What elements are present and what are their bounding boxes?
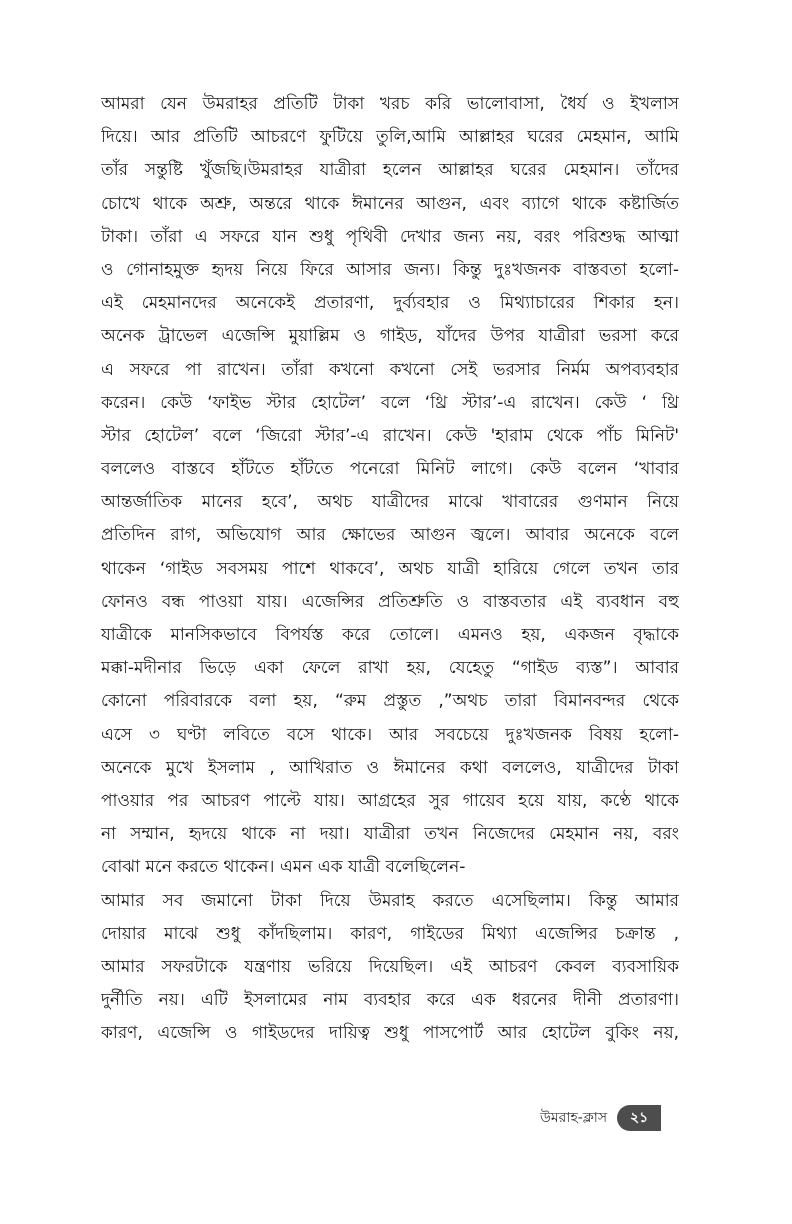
- text-line: স্টার হোটেল’ বলে ‘জিরো স্টার’-এ রাখেন। কেউ 'হারাম থেকে পাঁচ মিনিট': [101, 425, 679, 446]
- text-line: এ সফরে পা রাখেন। তাঁরা কখনো কখনো সেই ভরসার নির্মম অপব্যবহার: [101, 359, 679, 380]
- text-line: বললেও বাস্তবে হাঁটতে হাঁটতে পনেরো মিনিট লাগে। কেউ বলেন ‘খাবার: [101, 459, 679, 480]
- text-line: থাকেন ‘গাইড সবসময় পাশে থাকবে’, অথচ যাত্রী হারিয়ে গেলে তখন তার: [101, 558, 679, 579]
- text-line: না সম্মান, হৃদয়ে থাকে না দয়া। যাত্রীরা তখন নিজেদের মেহমান নয়, বরং: [101, 824, 679, 845]
- text-line: আন্তর্জাতিক মানের হবে’, অথচ যাত্রীদের মাঝে খাবারের গুণমান নিয়ে: [101, 492, 679, 513]
- text-line: অনেকে মুখে ইসলাম , আখিরাত ও ঈমানের কথা বললেও, যাত্রীদের টাকা: [101, 757, 679, 778]
- text-line: ও গোনাহমুক্ত হৃদয় নিয়ে ফিরে আসার জন্য। কিন্তু দুঃখজনক বাস্তবতা হলো-: [101, 259, 679, 280]
- text-line: বোঝা মনে করতে থাকেন। এমন এক যাত্রী বলেছিলেন-: [101, 857, 466, 878]
- text-line: আমার সফরটাকে যন্ত্রণায় ভরিয়ে দিয়েছিল। এই আচরণ কেবল ব্যবসায়িক: [101, 956, 679, 977]
- page-body: [101, 88, 679, 1050]
- text-line: দিয়ে। আর প্রতিটি আচরণে ফুটিয়ে তুলি,আমি আল্লাহর ঘরের মেহমান, আমি: [101, 127, 679, 148]
- text-line: চোখে থাকে অশ্রু, অন্তরে থাকে ঈমানের আগুন, এবং ব্যাগে থাকে কষ্টার্জিত: [101, 193, 679, 214]
- text-line: এই মেহমানদের অনেকেই প্রতারণা, দুর্ব্যবহার ও মিথ্যাচারের শিকার হন।: [101, 293, 679, 314]
- page-footer: [540, 1103, 661, 1133]
- text-line: প্রতিদিন রাগ, অভিযোগ আর ক্ষোভের আগুন জ্বলে। আবার অনেকে বলে: [101, 525, 679, 546]
- text-line: মক্কা-মদীনার ভিড়ে একা ফেলে রাখা হয়, যেহেতু “গাইড ব্যস্ত”। আবার: [101, 658, 679, 679]
- running-title: উমরাহ-ক্লাস: [540, 1110, 608, 1126]
- text-line: তাঁর সন্তুষ্টি খুঁজছি।উমরাহর যাত্রীরা হলেন আল্লাহর ঘরের মেহমান। তাঁদের: [101, 160, 679, 181]
- page-number-badge: ২১: [617, 1105, 661, 1131]
- text-line: কারণ, এজেন্সি ও গাইডদের দায়িত্ব শুধু পাসপোর্ট আর হোটেল বুকিং নয়,: [101, 1023, 679, 1044]
- text-line: অনেক ট্রাভেল এজেন্সি মুয়াল্লিম ও গাইড, যাঁদের উপর যাত্রীরা ভরসা করে: [101, 326, 679, 347]
- text-line: দুর্নীতি নয়। এটি ইসলামের নাম ব্যবহার করে এক ধরনের দীনী প্রতারণা।: [101, 990, 679, 1011]
- text-line: আমার সব জমানো টাকা দিয়ে উমরাহ করতে এসেছিলাম। কিন্তু আমার: [101, 890, 679, 911]
- text-line: দোয়ার মাঝে শুধু কাঁদছিলাম। কারণ, গাইডের মিথ্যা এজেন্সির চক্রান্ত ,: [101, 923, 679, 944]
- text-line: আমরা যেন উমরাহর প্রতিটি টাকা খরচ করি ভালোবাসা, ধৈর্য ও ইখলাস: [101, 94, 679, 114]
- text-line: এসে ৩ ঘণ্টা লবিতে বসে থাকে। আর সবচেয়ে দুঃখজনক বিষয় হলো-: [101, 724, 679, 745]
- text-line: করেন। কেউ ‘ফাইভ স্টার হোটেল’ বলে ‘থ্রি স্টার’-এ রাখেন। কেউ ‘ থ্রি: [101, 392, 679, 413]
- text-line: যাত্রীকে মানসিকভাবে বিপর্যস্ত করে তোলে। এমনও হয়, একজন বৃদ্ধাকে: [101, 625, 679, 645]
- text-line: টাকা। তাঁরা এ সফরে যান শুধু পৃথিবী দেখার জন্য নয়, বরং পরিশুদ্ধ আত্মা: [101, 226, 679, 247]
- text-line: ফোনও বন্ধ পাওয়া যায়। এজেন্সির প্রতিশ্রুতি ও বাস্তবতার এই ব্যবধান বহু: [101, 591, 679, 612]
- text-line: কোনো পরিবারকে বলা হয়, “রুম প্রস্তুত ,”অথচ তারা বিমানবন্দর থেকে: [101, 691, 679, 712]
- text-line: পাওয়ার পর আচরণ পাল্টে যায়। আগ্রহের সুর গায়েব হয়ে যায়, কণ্ঠে থাকে: [101, 790, 679, 811]
